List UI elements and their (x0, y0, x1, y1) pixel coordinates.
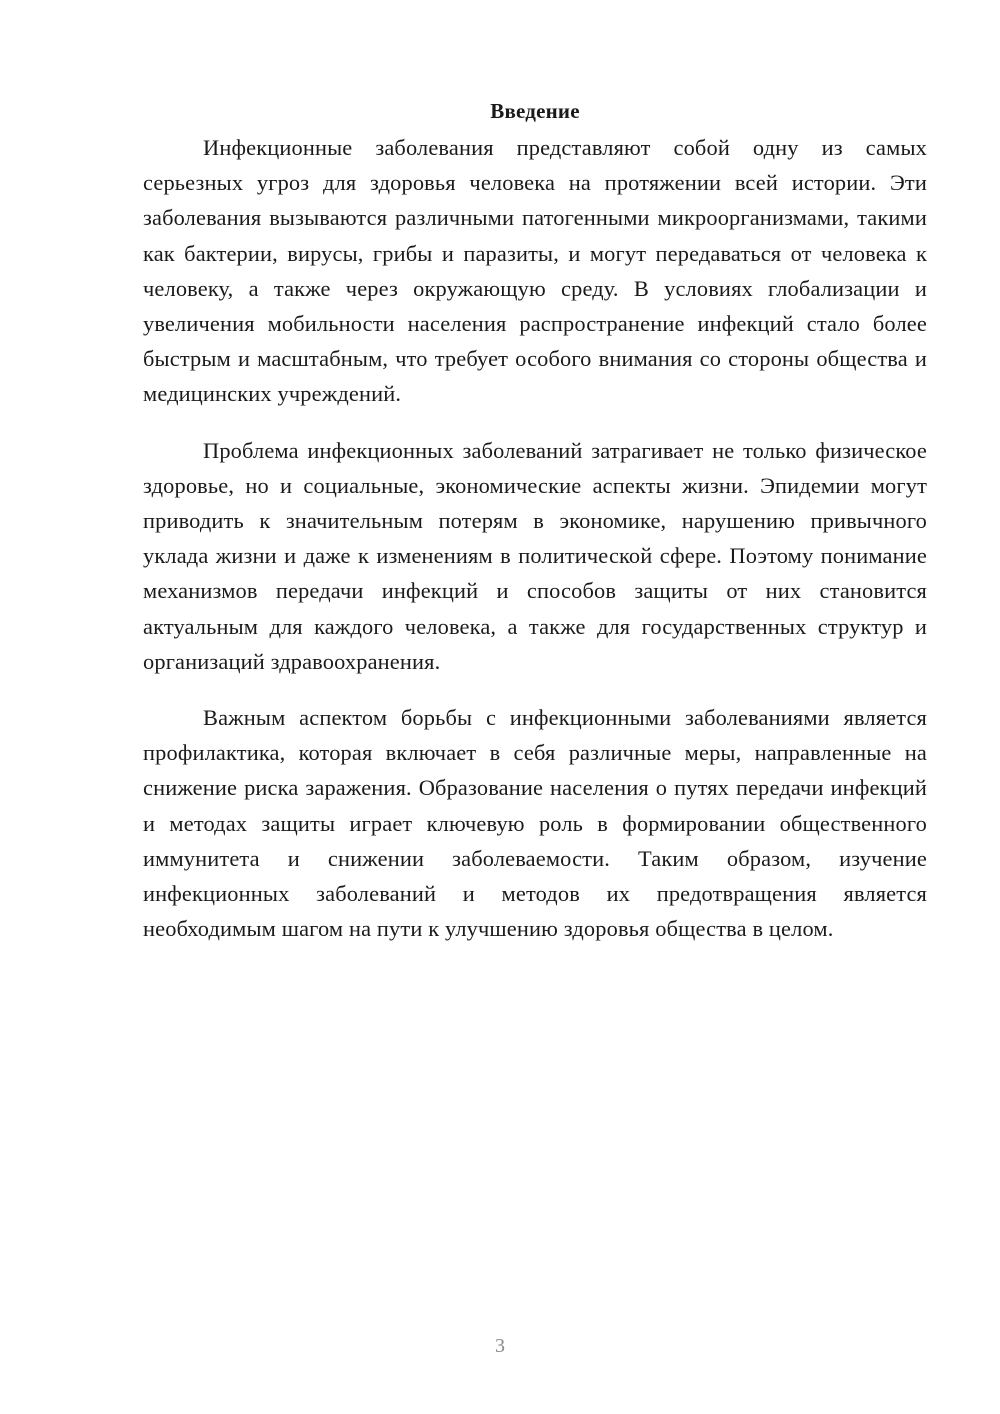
paragraph-2: Проблема инфекционных заболеваний затрагивает не только физическое здоровье, но и социальные, экономические аспекты жизни. Эпидемии могут приводить к значительным потерям в экономике, нарушению привычного уклада жизни и даже к изменениям в политической сфере. Поэтому понимание механизмов передачи инфекций и способов защиты от них становится актуальным для каждого человека, а также для государственных структур и организаций здравоохранения. (143, 437, 927, 674)
page-content (143, 96, 927, 967)
section-title: Введение (490, 99, 580, 123)
paragraph-1: Инфекционные заболевания представляют собой одну из самых серьезных угроз для здоровья человека на протяжении всей истории. Эти заболевания вызываются различными патогенными микроорганизмами, такими как бактерии, вирусы, грибы и паразиты, и могут передаваться от человека к человеку, а также через окружающую среду. В условиях глобализации и увеличения мобильности населения распространение инфекций стало более быстрым и масштабным, что требует особого внимания со стороны общества и медицинских учреждений. (143, 135, 927, 407)
page-number: 3 (495, 1335, 505, 1357)
paragraph-3: Важным аспектом борьбы с инфекционными заболеваниями является профилактика, которая включает в себя различные меры, направленные на снижение риска заражения. Образование населения о путях передачи инфекций и методах защиты играет ключевую роль в формировании общественного иммунитета и снижении заболеваемости. Таким образом, изучение инфекционных заболеваний и методов их предотвращения является необходимым шагом на пути к улучшению здоровья общества в целом. (143, 705, 927, 942)
